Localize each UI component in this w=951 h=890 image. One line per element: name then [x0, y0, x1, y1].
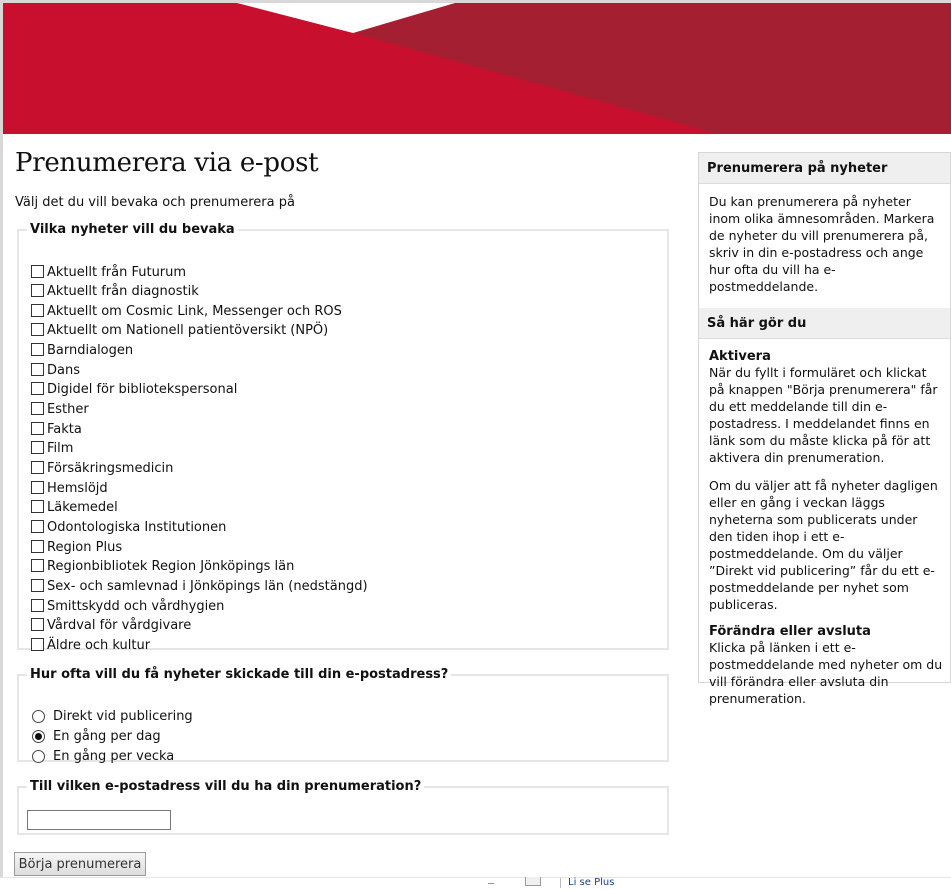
news-option[interactable]: [31, 577, 368, 595]
news-option[interactable]: [31, 460, 173, 478]
news-option-label: Aktuellt om Cosmic Link, Messenger och ROS: [47, 303, 342, 319]
bottom-separator: [560, 878, 561, 888]
news-option-label: Äldre och kultur: [47, 637, 151, 653]
news-checkbox[interactable]: [31, 343, 44, 356]
news-option-label: Regionbibliotek Region Jönköpings län: [47, 559, 295, 575]
sidebar-sub-change: Förändra eller avsluta: [709, 624, 871, 639]
news-option[interactable]: [31, 283, 199, 301]
news-option-label: Vårdval för vårdgivare: [47, 618, 192, 634]
news-option-label: Region Plus: [47, 539, 123, 555]
bottom-strip: [0, 877, 951, 890]
frequency-fieldset: [17, 667, 669, 762]
frequency-radio[interactable]: [32, 710, 45, 723]
news-option[interactable]: [31, 361, 80, 379]
news-option[interactable]: [31, 401, 89, 419]
sidebar-text-change: Klicka på länken i ett e-postmeddelande med nyheter om du vill förändra eller avsluta din prenumeration.: [709, 640, 943, 706]
sidebar-heading-howto: Så här gör du: [699, 308, 950, 339]
news-option[interactable]: [31, 479, 108, 497]
news-option-label: Aktuellt om Nationell patientöversikt (NPÖ): [47, 323, 329, 339]
news-option-label: Hemslöjd: [47, 480, 108, 496]
news-checkbox[interactable]: [31, 422, 44, 435]
news-option-label: Läkemedel: [47, 500, 118, 516]
subscribe-button[interactable]: Börja prenumerera: [14, 852, 146, 876]
news-option[interactable]: [31, 322, 328, 340]
news-checkbox[interactable]: [31, 441, 44, 454]
news-checkbox[interactable]: [31, 481, 44, 494]
news-checkbox[interactable]: [31, 402, 44, 415]
news-checkbox[interactable]: [31, 323, 44, 336]
frequency-radio[interactable]: [32, 730, 45, 743]
sidebar-text-intro: Du kan prenumerera på nyheter inom olika ämnesområden. Markera de nyheter du vill prenumerera på, skriv in din e-postadress och ange hur ofta du vill ha e-postmeddelande.: [709, 194, 935, 294]
frequency-option[interactable]: [32, 727, 161, 745]
frequency-option[interactable]: [32, 747, 174, 765]
news-checkbox[interactable]: [31, 500, 44, 513]
news-option[interactable]: [31, 381, 237, 399]
news-option[interactable]: [31, 342, 133, 360]
news-option[interactable]: [31, 420, 82, 438]
news-option-label: Sex- och samlevnad i Jönköpings län (nedstängd): [47, 578, 368, 594]
news-option-label: Aktuellt från diagnostik: [47, 284, 199, 300]
news-option-label: Odontologiska Institutionen: [47, 519, 227, 535]
frequency-option[interactable]: [32, 707, 193, 725]
news-checkbox[interactable]: [31, 461, 44, 474]
news-checkbox[interactable]: [31, 579, 44, 592]
news-option-label: Försäkringsmedicin: [47, 461, 174, 476]
news-option-label: Fakta: [47, 421, 82, 437]
footer-link[interactable]: Li se Plus: [568, 877, 615, 888]
frequency-option-label: En gång per dag: [53, 728, 161, 744]
page-title: Prenumerera via e-post: [15, 148, 319, 178]
news-option[interactable]: [31, 538, 122, 556]
news-option-label: Digidel för bibliotekspersonal: [47, 382, 238, 398]
news-checkbox[interactable]: [31, 363, 44, 376]
sidebar-text-frequency: Om du väljer att få nyheter dagligen eller en gång i veckan läggs nyheterna som publicerats under den tiden ihop i ett e-postmeddelande. Om du väljer ”Direkt vid publicering” får du ett e-postmeddelande per nyhet som publiceras.: [709, 478, 938, 612]
bottom-dots: [488, 883, 494, 884]
tray-icon[interactable]: [525, 877, 541, 886]
sidebar-howto-body: [699, 339, 950, 707]
news-option-label: Film: [47, 441, 74, 457]
email-fieldset: [17, 779, 669, 835]
news-checkbox[interactable]: [31, 284, 44, 297]
frequency-option-label: En gång per vecka: [53, 748, 175, 764]
news-option[interactable]: [31, 499, 118, 517]
news-option-label: Dans: [47, 362, 80, 378]
news-option[interactable]: [31, 302, 342, 320]
news-checkbox[interactable]: [31, 599, 44, 612]
header-banner: [3, 3, 951, 134]
page-intro: Välj det du vill bevaka och prenumerera på: [15, 195, 295, 210]
news-option-label: Barndialogen: [47, 343, 134, 359]
news-option-label: Smittskydd och vårdhygien: [47, 598, 225, 614]
news-option[interactable]: [31, 597, 224, 615]
news-checkbox[interactable]: [31, 559, 44, 572]
news-checkbox[interactable]: [31, 520, 44, 533]
news-checkbox[interactable]: [31, 540, 44, 553]
sidebar-sub-activate: Aktivera: [709, 349, 771, 364]
news-option[interactable]: [31, 518, 226, 536]
news-checkbox[interactable]: [31, 304, 44, 317]
news-checkbox[interactable]: [31, 265, 44, 278]
email-legend: Till vilken e-postadress vill du ha din prenumeration?: [30, 779, 422, 794]
news-option[interactable]: [31, 617, 191, 635]
sidebar-text-activate: När du fyllt i formuläret och klickat på knappen "Börja prenumerera" får du ett meddelande till din e-postadress. I meddelandet finns en länk som du måste klicka på för att aktivera din prenumeration.: [709, 365, 938, 465]
news-option[interactable]: [31, 636, 150, 654]
news-option[interactable]: [31, 558, 294, 576]
news-option[interactable]: [31, 263, 186, 281]
frequency-option-label: Direkt vid publicering: [53, 708, 193, 724]
news-option-label: Esther: [47, 402, 89, 418]
email-input[interactable]: [27, 810, 171, 830]
news-fieldset: [17, 222, 669, 653]
news-checkbox[interactable]: [31, 382, 44, 395]
news-legend: Vilka nyheter vill du bevaka: [30, 222, 235, 237]
news-option-label: Aktuellt från Futurum: [47, 264, 187, 280]
sidebar-heading-subscribe: Prenumerera på nyheter: [699, 153, 950, 184]
news-checkbox[interactable]: [31, 638, 44, 651]
news-option[interactable]: [31, 440, 73, 458]
sidebar: [698, 152, 951, 706]
frequency-legend: Hur ofta vill du få nyheter skickade till din e-postadress?: [30, 667, 449, 682]
news-checkbox[interactable]: [31, 618, 44, 631]
frequency-radio[interactable]: [32, 750, 45, 763]
